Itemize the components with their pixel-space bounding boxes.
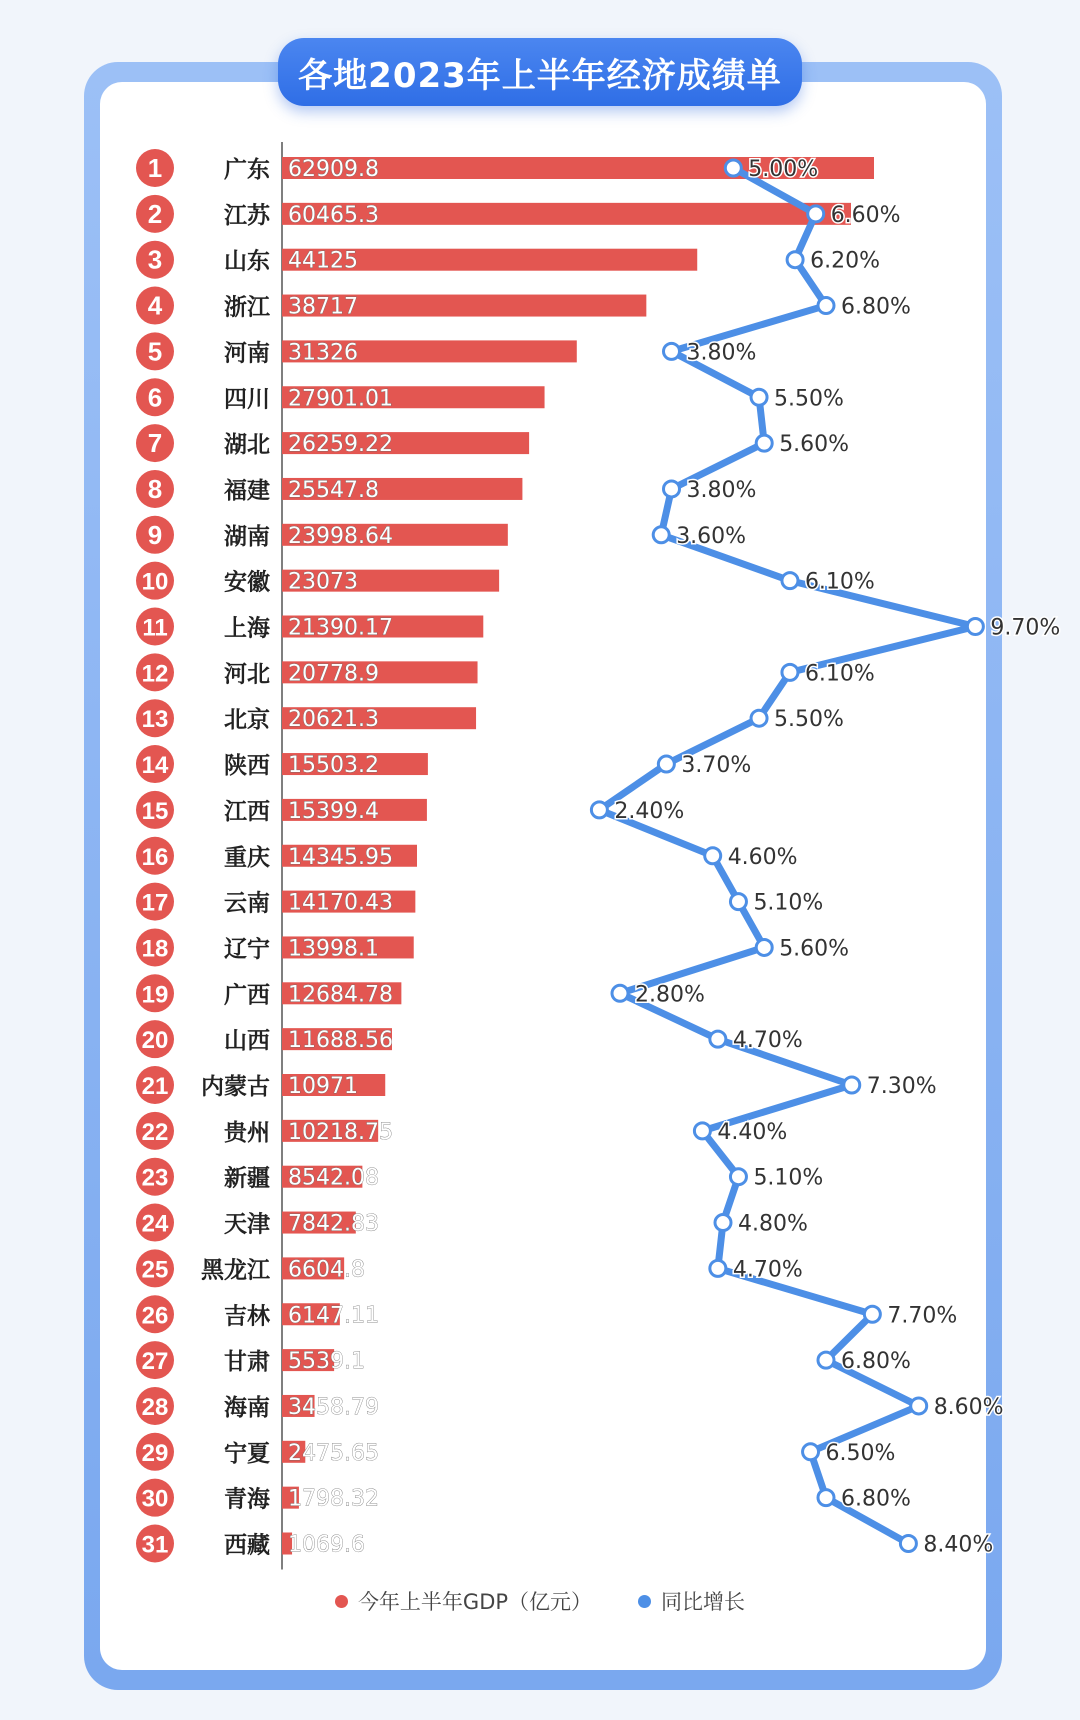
gdp-value-label: 6147.11	[288, 1303, 379, 1329]
growth-point	[710, 1031, 726, 1047]
rank-number: 10	[141, 568, 169, 596]
province-label: 山西	[224, 1028, 270, 1055]
growth-value-label: 8.40%	[923, 1532, 994, 1558]
growth-point	[751, 710, 767, 726]
province-label: 吉林	[224, 1303, 270, 1330]
rank-number: 9	[147, 519, 163, 550]
rank-number: 1	[147, 153, 163, 183]
growth-value-label: 6.80%	[841, 1486, 911, 1512]
gdp-value-label: 12684.78	[288, 982, 393, 1008]
chart-row	[136, 608, 483, 646]
rank-number: 7	[147, 428, 163, 459]
province-label: 河北	[224, 661, 270, 688]
legend-gdp-label: 今年上半年GDP（亿元）	[357, 1590, 593, 1614]
growth-value-label: 4.80%	[738, 1211, 808, 1237]
rank-number: 2	[147, 198, 163, 229]
rank-number: 14	[141, 752, 169, 780]
province-label: 江苏	[224, 202, 270, 229]
rank-number: 23	[141, 1164, 169, 1192]
growth-point	[664, 343, 680, 359]
province-label: 广西	[224, 982, 270, 1009]
growth-value-label: 5.10%	[753, 890, 824, 916]
growth-value-label: 3.80%	[686, 340, 757, 366]
rank-number: 28	[141, 1393, 169, 1421]
chart-row	[136, 1433, 379, 1471]
gdp-value-label: 62909.8	[288, 157, 379, 182]
growth-point	[710, 1260, 726, 1276]
growth-point	[900, 1536, 916, 1552]
growth-value-label: 7.70%	[887, 1303, 958, 1329]
province-label: 云南	[224, 890, 270, 917]
growth-value-label: 4.70%	[732, 1028, 803, 1054]
gdp-value-label: 10971	[288, 1074, 358, 1099]
growth-point	[782, 664, 798, 680]
chart-row	[136, 1295, 379, 1333]
province-label: 辽宁	[224, 936, 270, 963]
province-label: 河南	[224, 340, 270, 367]
gdp-value-label: 11688.56	[288, 1028, 393, 1054]
growth-point	[658, 756, 674, 772]
rank-number: 29	[141, 1439, 169, 1467]
growth-point	[818, 1490, 834, 1506]
growth-point	[715, 1215, 731, 1231]
gdp-value-label: 2475.65	[288, 1440, 379, 1466]
province-label: 浙江	[224, 294, 270, 321]
chart-row	[136, 287, 646, 325]
growth-value-label: 7.30%	[866, 1074, 937, 1099]
growth-value-label: 4.60%	[727, 844, 798, 870]
growth-point	[803, 1444, 819, 1460]
growth-point	[787, 252, 803, 268]
chart-row	[136, 928, 414, 966]
growth-point	[967, 619, 983, 635]
growth-point	[705, 848, 721, 864]
province-label: 湖南	[224, 523, 270, 550]
province-label: 海南	[224, 1394, 270, 1421]
gdp-value-label: 14345.95	[288, 844, 393, 870]
gdp-value-label: 14170.43	[288, 890, 393, 916]
gdp-value-label: 15503.2	[288, 753, 379, 779]
growth-point	[653, 527, 669, 543]
growth-value-label: 3.70%	[681, 753, 752, 779]
legend-growth	[638, 1586, 745, 1616]
gdp-value-label: 13998.1	[288, 936, 379, 962]
chart-row	[136, 1341, 365, 1379]
growth-points	[591, 157, 1060, 1558]
gdp-value-label: 15399.4	[288, 798, 379, 824]
rank-number: 4	[147, 290, 163, 321]
growth-point	[911, 1398, 927, 1414]
growth-value-label: 4.40%	[717, 1119, 788, 1145]
province-label: 山东	[224, 248, 270, 275]
chart-row	[136, 883, 415, 921]
chart-row	[136, 1479, 379, 1517]
growth-value-label: 5.00%	[748, 157, 819, 182]
rank-number: 11	[142, 614, 168, 642]
gdp-value-label: 26259.22	[288, 432, 393, 458]
province-label: 西藏	[224, 1532, 270, 1559]
growth-value-label: 6.60%	[830, 202, 901, 228]
growth-point	[730, 1169, 746, 1185]
growth-value-label: 8.60%	[933, 1394, 1004, 1420]
gdp-value-label: 25547.8	[288, 477, 379, 503]
rank-number: 15	[141, 797, 169, 825]
chart-title: 各地2023年上半年经济成绩单	[278, 38, 802, 106]
legend-growth-label: 同比增长	[661, 1590, 746, 1614]
growth-value-label: 5.60%	[779, 432, 850, 458]
gdp-value-label: 20621.3	[288, 707, 379, 733]
chart-row	[136, 562, 499, 600]
rank-number: 3	[147, 244, 163, 275]
growth-point	[782, 573, 798, 589]
chart-row	[136, 837, 417, 875]
province-label: 上海	[224, 615, 270, 642]
rank-number: 12	[141, 660, 169, 688]
growth-point	[751, 389, 767, 405]
growth-point	[591, 802, 607, 818]
growth-value-label: 6.10%	[804, 661, 875, 687]
chart-row	[136, 378, 545, 416]
gdp-value-label: 10218.75	[288, 1119, 393, 1145]
growth-value-label: 6.10%	[804, 569, 875, 595]
province-label: 江西	[224, 798, 270, 825]
growth-value-label: 4.70%	[732, 1257, 803, 1283]
gdp-value-label: 23073	[288, 569, 358, 595]
growth-point	[612, 985, 628, 1001]
growth-value-label: 2.40%	[614, 798, 685, 824]
growth-value-label: 6.80%	[841, 294, 911, 320]
growth-point	[725, 160, 741, 176]
gdp-value-label: 44125	[288, 248, 358, 274]
chart-row	[136, 332, 577, 370]
gdp-value-label: 6604.8	[288, 1257, 365, 1283]
rank-number: 6	[147, 382, 163, 413]
province-label: 陕西	[224, 753, 270, 780]
chart-row	[136, 1020, 393, 1058]
chart-row	[136, 1204, 379, 1242]
chart-row	[136, 653, 478, 691]
chart-row	[136, 1158, 379, 1196]
legend	[0, 1586, 1080, 1616]
province-label: 甘肃	[224, 1349, 270, 1376]
province-label: 湖北	[224, 432, 270, 459]
rank-number: 31	[141, 1531, 169, 1559]
rank-number: 24	[141, 1210, 169, 1238]
growth-point	[818, 1352, 834, 1368]
growth-value-label: 5.50%	[774, 707, 844, 733]
chart-row	[136, 195, 851, 233]
province-label: 内蒙古	[201, 1074, 270, 1100]
rank-number: 8	[147, 473, 163, 504]
growth-point	[756, 435, 772, 451]
chart-row	[136, 241, 697, 279]
legend-gdp	[335, 1586, 592, 1616]
growth-value-label: 5.50%	[774, 386, 844, 412]
province-label: 宁夏	[224, 1440, 270, 1467]
growth-value-label: 2.80%	[635, 982, 705, 1008]
chart-row	[136, 470, 522, 508]
gdp-value-label: 23998.64	[288, 523, 393, 549]
growth-value-label: 3.80%	[686, 477, 757, 503]
gdp-value-label: 21390.17	[288, 615, 393, 641]
province-label: 福建	[224, 477, 270, 504]
rank-number: 20	[141, 1027, 169, 1055]
rank-number: 17	[141, 889, 169, 917]
rank-number: 30	[141, 1485, 169, 1513]
growth-point	[844, 1077, 860, 1093]
growth-point	[864, 1306, 880, 1322]
growth-value-label: 6.80%	[841, 1349, 911, 1375]
legend-growth-swatch	[638, 1595, 651, 1608]
growth-point	[664, 481, 680, 497]
rank-number: 13	[141, 706, 169, 734]
province-label: 黑龙江	[201, 1257, 270, 1284]
province-label: 青海	[224, 1486, 270, 1513]
rank-number: 21	[141, 1073, 169, 1100]
gdp-value-label: 38717	[288, 294, 358, 320]
growth-point	[694, 1123, 710, 1139]
gdp-value-label: 1069.6	[288, 1532, 365, 1558]
gdp-value-label: 31326	[288, 340, 358, 366]
chart-row	[136, 1112, 393, 1150]
rank-number: 19	[141, 981, 169, 1009]
province-label: 天津	[224, 1211, 270, 1238]
province-label: 四川	[224, 386, 270, 413]
chart-row	[136, 424, 529, 462]
rank-number: 27	[141, 1348, 169, 1376]
gdp-value-label: 8542.08	[288, 1165, 379, 1191]
growth-value-label: 9.70%	[990, 615, 1061, 641]
growth-value-label: 5.10%	[753, 1165, 824, 1191]
gdp-value-label: 27901.01	[288, 386, 393, 412]
gdp-value-label: 3458.79	[288, 1394, 379, 1420]
chart-row	[136, 974, 401, 1012]
province-label: 贵州	[224, 1119, 270, 1146]
growth-value-label: 6.20%	[810, 248, 880, 274]
gdp-value-label: 60465.3	[288, 202, 379, 228]
growth-point	[756, 939, 772, 955]
rank-number: 16	[141, 843, 169, 871]
chart-row	[136, 1525, 365, 1563]
gdp-value-label: 7842.83	[288, 1211, 379, 1237]
gdp-value-label: 5539.1	[288, 1349, 365, 1375]
rank-number: 18	[141, 935, 169, 963]
growth-value-label: 5.60%	[779, 936, 850, 962]
rank-number: 25	[141, 1256, 169, 1284]
rank-number: 5	[147, 336, 163, 367]
province-label: 重庆	[224, 844, 270, 871]
chart-row	[136, 1387, 379, 1425]
chart-row	[136, 1249, 365, 1287]
chart-row	[136, 1066, 385, 1104]
chart-row	[136, 516, 508, 554]
gdp-value-label: 20778.9	[288, 661, 379, 687]
rank-number: 26	[141, 1302, 169, 1330]
growth-value-label: 6.50%	[825, 1440, 896, 1466]
province-label: 安徽	[224, 569, 270, 596]
chart-row	[136, 699, 476, 737]
gdp-value-label: 1798.32	[288, 1486, 379, 1512]
province-label: 北京	[224, 707, 270, 734]
province-label: 广东	[224, 157, 270, 183]
growth-point	[818, 298, 834, 314]
growth-value-label: 3.60%	[676, 523, 747, 549]
growth-point	[808, 206, 824, 222]
province-label: 新疆	[224, 1165, 270, 1192]
rank-number: 22	[141, 1118, 169, 1146]
legend-gdp-swatch	[335, 1595, 348, 1608]
growth-point	[730, 894, 746, 910]
